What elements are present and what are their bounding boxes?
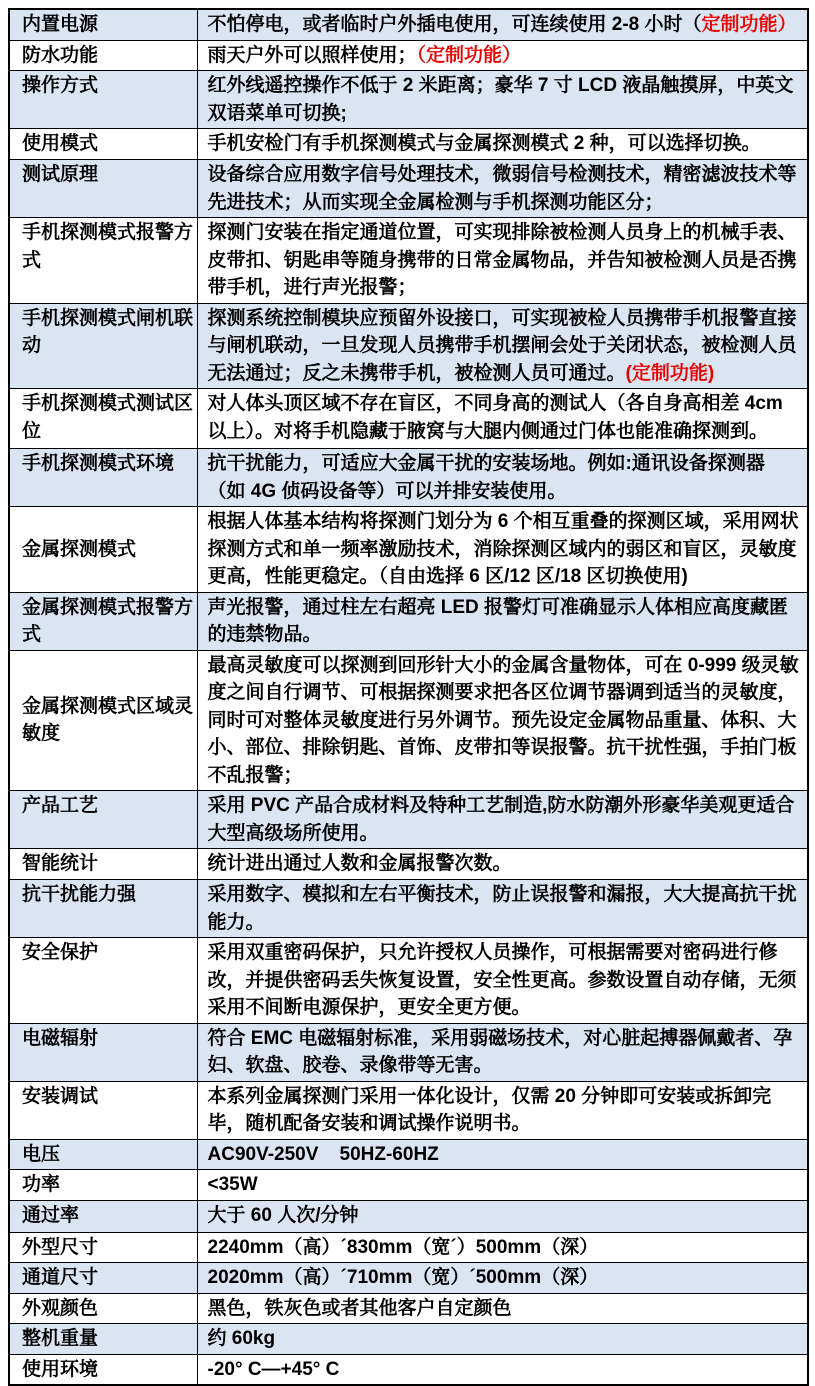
spec-value [197,650,808,791]
spec-label: 整机重量 [9,1324,197,1355]
spec-label: 手机探测模式测试区位 [9,389,197,449]
table-row [9,389,808,449]
spec-label: 电压 [9,1139,197,1170]
table-row [9,791,808,849]
spec-value [197,1023,808,1081]
spec-label: 金属探测模式 [9,507,197,593]
spec-label: 外观颜色 [9,1293,197,1324]
spec-value-text: 符合 EMC 电磁辐射标准，采用弱磁场技术，对心脏起搏器佩戴者、孕妇、软盘、胶卷、录像带等无害。 [207,1027,793,1076]
spec-value-text: 不怕停电，或者临时户外插电使用，可连续使用 2-8 小时（ [207,14,702,35]
spec-value [197,160,808,218]
spec-value-highlight: 定制功能） [701,14,797,35]
spec-value-text: 探测门安装在指定通道位置，可实现排除被检测人员身上的机械手表、皮带扣、钥匙串等随身携带的日常金属物品，并告知被检测人员是否携带手机，进行声光报警； [207,222,797,298]
spec-label: 金属探测模式报警方式 [9,592,197,650]
spec-label: 手机探测模式闸机联动 [9,303,197,389]
spec-value-text: 约 60kg [207,1328,276,1349]
table-row [9,1081,808,1139]
spec-value-text: 根据人体基本结构将探测门划分为 6 个相互重叠的探测区域，采用网状探测方式和单一频率激励技术，消除探测区域内的弱区和盲区，灵敏度更高，性能更稳定。（自由选择 6 区/12 区/18 区切换使用) [207,511,799,587]
spec-label: 使用环境 [9,1354,197,1385]
table-row [9,1324,808,1355]
spec-value-text: AC90V-250V 50HZ-60HZ [207,1143,439,1165]
table-row [9,40,808,71]
spec-value [197,1354,808,1385]
spec-value [197,1293,808,1324]
spec-value-text: 本系列金属探测门采用一体化设计，仅需 20 分钟即可安装或拆卸完毕，随机配备安装和调试操作说明书。 [207,1085,772,1134]
spec-value-text: 最高灵敏度可以探测到回形针大小的金属含量物体，可在 0-999 级灵敏度之间自行调节、可根据探测要求把各区位调节器调到适当的灵敏度，同时可对整体灵敏度进行另外调节。预先设定金属物品重量、体积、大小、部位、排除钥匙、首饰、皮带扣等误报警。抗干扰性强，手拍门板不乱报警； [207,654,799,786]
spec-value-text: 对人体头顶区域不存在盲区，不同身高的测试人（各自身高相差 4cm 以上）。对将手机隐藏于腋窝与大腿内侧通过门体也能准确探测到。 [207,393,789,442]
spec-value [197,849,808,880]
spec-value [197,507,808,593]
spec-value [197,880,808,938]
spec-value-text: 手机安检门有手机探测模式与金属探测模式 2 种，可以选择切换。 [207,133,761,154]
spec-value-text: 抗干扰能力，可适应大金属干扰的安装场地。例如:通讯设备探测器（如 4G 侦码设备等）可以并排安装使用。 [207,453,765,502]
spec-value-text: 黑色，铁灰色或者其他客户自定颜色 [207,1297,512,1319]
spec-label: 通过率 [9,1200,197,1232]
table-row [9,1293,808,1324]
spec-value-text: 红外线遥控操作不低于 2 米距离；豪华 7 寸 LCD 液晶触摸屏，中英文双语菜单可切换; [207,75,794,124]
product-spec-table [8,8,809,1386]
spec-value [197,1081,808,1139]
spec-value [197,1139,808,1170]
spec-value-text: 声光报警，通过柱左右超亮 LED 报警灯可准确显示人体相应高度藏匿的违禁物品。 [207,596,789,645]
spec-value [197,389,808,449]
table-row [9,129,808,160]
spec-value-text: 采用双重密码保护，只允许授权人员操作，可根据需要对密码进行修改，并提供密码丢失恢复设置，安全性更高。参数设置自动存储，无须采用不间断电源保护，更安全更方便。 [207,942,797,1018]
spec-label: 内置电源 [9,9,197,40]
spec-value-text: <35W [207,1174,258,1195]
spec-value [197,218,808,304]
spec-label: 通道尺寸 [9,1263,197,1294]
table-row [9,650,808,791]
spec-value [197,40,808,71]
spec-value [197,791,808,849]
spec-value-text: 设备综合应用数字信号处理技术，微弱信号检测技术，精密滤波技术等先进技术；从而实现全金属检测与手机探测功能区分； [207,164,797,213]
spec-label: 安全保护 [9,938,197,1024]
table-row [9,1354,808,1385]
table-row [9,218,808,304]
spec-label: 手机探测模式环境 [9,449,197,507]
table-row [9,938,808,1024]
spec-value-text: 2020mm（高）´710mm（宽）´500mm（深） [207,1267,599,1288]
table-row [9,880,808,938]
spec-value-highlight: （定制功能） [416,44,522,66]
spec-value [197,1200,808,1232]
spec-table-body [9,9,808,1385]
table-row [9,507,808,593]
table-row [9,71,808,129]
spec-label: 功率 [9,1170,197,1201]
spec-value-text: 雨天户外可以照样使用； [207,44,417,66]
spec-value [197,71,808,129]
spec-value-text: 采用 PVC 产品合成材料及特种工艺制造,防水防潮外形豪华美观更适合大型高级场所使用。 [207,795,795,844]
table-row [9,1263,808,1294]
spec-value [197,449,808,507]
spec-value-text: 探测系统控制模块应预留外设接口，可实现被检人员携带手机报警直接与闸机联动，一旦发现人员携带手机摆闸会处于关闭状态，被检测人员无法通过；反之未携带手机，被检测人员可通过。 [207,307,797,384]
spec-label: 金属探测模式区域灵敏度 [9,650,197,791]
spec-value [197,1232,808,1263]
table-row [9,592,808,650]
spec-value [197,938,808,1024]
table-row [9,849,808,880]
spec-label: 操作方式 [9,71,197,129]
table-row [9,160,808,218]
spec-label: 抗干扰能力强 [9,880,197,938]
spec-value [197,303,808,389]
spec-label: 产品工艺 [9,791,197,849]
spec-value-text: -20° C—+45° C [207,1358,340,1380]
spec-value [197,129,808,160]
spec-value [197,1263,808,1294]
table-row [9,303,808,389]
spec-label: 电磁辐射 [9,1023,197,1081]
spec-label: 外型尺寸 [9,1232,197,1263]
table-row [9,1023,808,1081]
spec-value-text: 采用数字、模拟和左右平衡技术，防止误报警和漏报，大大提高抗干扰能力。 [207,884,797,933]
spec-value [197,1324,808,1355]
table-row [9,9,808,40]
spec-value [197,592,808,650]
table-row [9,1139,808,1170]
spec-label: 测试原理 [9,160,197,218]
spec-label: 防水功能 [9,40,197,71]
table-row [9,1170,808,1201]
spec-label: 手机探测模式报警方式 [9,218,197,304]
spec-value-highlight: (定制功能) [625,362,715,384]
spec-label: 智能统计 [9,849,197,880]
spec-label: 使用模式 [9,129,197,160]
spec-label: 安装调试 [9,1081,197,1139]
spec-value [197,9,808,40]
table-row [9,1200,808,1232]
table-row [9,1232,808,1263]
table-row [9,449,808,507]
spec-value-text: 大于 60 人次/分钟 [207,1204,359,1226]
spec-value-text: 2240mm（高）´830mm（宽´）500mm（深） [207,1236,599,1258]
spec-value [197,1170,808,1201]
spec-value-text: 统计进出通过人数和金属报警次数。 [207,853,512,874]
